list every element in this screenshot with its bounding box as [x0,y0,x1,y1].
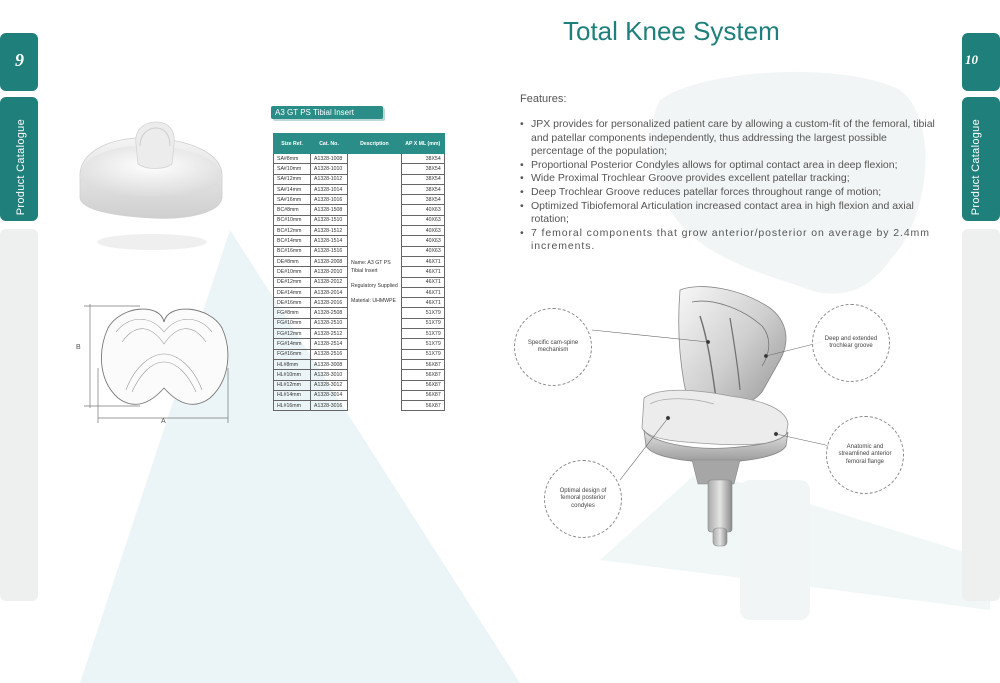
table-cell: BC#14mm [274,236,311,246]
table-cell: 38X54 [401,174,444,184]
feature-text: JPX provides for personalized patient care by allowing a custom-fit of the femoral, tibial and patellar components independently, thus addressing the largest possible percentage of the population; [531,118,935,158]
table-cell: A1328-2012 [311,277,348,287]
list-item: • Wide Proximal Trochlear Groove provides excellent patellar tracking; [520,172,850,185]
table-cell: FG#12mm [274,329,311,339]
column-header: Description [348,134,402,154]
table-cell: 40X63 [401,205,444,215]
table-cell: A1328-3016 [311,401,348,411]
table-cell: 40X63 [401,226,444,236]
table-cell: SA#12mm [274,174,311,184]
table-cell: 38X54 [401,184,444,194]
table-cell: BC#8mm [274,205,311,215]
table-cell: 38X54 [401,164,444,174]
table-cell: A1328-1016 [311,195,348,205]
callout-posterior-condyles [544,460,622,538]
table-cell: 38X54 [401,154,444,164]
table-cell: A1328-1010 [311,164,348,174]
table-cell: A1328-2016 [311,298,348,308]
table-cell: A1328-1012 [311,174,348,184]
table-cell: FG#14mm [274,339,311,349]
table-cell: A1328-3012 [311,380,348,390]
dimension-b-label: B [76,344,81,351]
table-cell: DE#8mm [274,256,311,266]
dimension-a-label: A [161,418,166,425]
description-line: Regulatory Supplied [351,283,398,290]
table-cell: DE#12mm [274,277,311,287]
table-cell: A1328-2514 [311,339,348,349]
table-cell: 51X79 [401,318,444,328]
table-cell: FG#10mm [274,318,311,328]
table-cell: 51X79 [401,329,444,339]
table-cell: A1328-1008 [311,154,348,164]
table-cell: A1328-1516 [311,246,348,256]
table-cell: 40X63 [401,215,444,225]
table-cell: HL#14mm [274,390,311,400]
callout-text: Deep and extended trochlear groove [824,335,878,349]
table-cell: 40X63 [401,236,444,246]
table-cell: A1328-2010 [311,267,348,277]
table-cell: DE#14mm [274,287,311,297]
list-item: • JPX provides for personalized patient care by allowing a custom-fit of the femoral, tibial and patellar components independently, thus addressing the largest possible percentage of the population; [520,118,935,158]
table-cell: DE#10mm [274,267,311,277]
table-cell: A1328-1014 [311,184,348,194]
table-cell: BC#16mm [274,246,311,256]
table-cell: 46X71 [401,256,444,266]
table-cell: A1328-1512 [311,226,348,236]
left-page-number: 9 [15,50,24,70]
table-cell: A1328-3010 [311,370,348,380]
callout-text: Specific cam-spine mechanism [527,339,579,353]
table-cell: SA#10mm [274,164,311,174]
table-cell: HL#10mm [274,370,311,380]
table-cell: A1328-2508 [311,308,348,318]
table-cell: A1328-1508 [311,205,348,215]
table-cell: 46X71 [401,277,444,287]
feature-text: Wide Proximal Trochlear Groove provides excellent patellar tracking; [531,172,850,185]
list-item: • Deep Trochlear Groove reduces patellar forces throughout range of motion; [520,185,882,198]
table-cell: 56X87 [401,370,444,380]
table-cell: HL#12mm [274,380,311,390]
feature-text: 7 femoral components that grow anterior/posterior on average by 2.4mm increments. [531,226,930,253]
table-cell: A1328-1514 [311,236,348,246]
description-line: Name: A3 GT PS [351,260,391,267]
table-cell: 46X71 [401,267,444,277]
page-title: Total Knee System [563,16,780,46]
table-cell: A1328-3014 [311,390,348,400]
table-cell: A1328-3008 [311,359,348,369]
table-cell: A1328-2014 [311,287,348,297]
right-page-number: 10 [965,52,978,67]
table-cell: 40X63 [401,246,444,256]
callout-femoral-flange [826,416,904,494]
table-cell: 38X54 [401,195,444,205]
description-line: Material: UHMWPE [351,298,396,305]
features-label: Features: [520,93,567,105]
list-item: • 7 femoral components that grow anterior/posterior on average by 2.4mm increments. [520,226,930,253]
table-cell: 56X87 [401,401,444,411]
table-cell: HL#16mm [274,401,311,411]
table-cell: A1328-2512 [311,329,348,339]
table-cell: A1328-1510 [311,215,348,225]
table-cell: HL#8mm [274,359,311,369]
left-section-label: Product Catalogue [15,119,27,216]
table-cell: BC#12mm [274,226,311,236]
table-cell: A1328-2008 [311,256,348,266]
table-cell: A1328-2510 [311,318,348,328]
table-cell: SA#14mm [274,184,311,194]
table-cell: SA#8mm [274,154,311,164]
insert-section-label: A3 GT PS Tibial Insert [271,106,383,119]
table-cell: 56X87 [401,359,444,369]
description-line: Tibial Insert [351,268,378,275]
callout-text: Anatomic and streamlined anterior femoral flange [838,443,892,465]
table-cell: A1328-2516 [311,349,348,359]
column-header: Size Ref. [274,134,311,154]
callout-cam-spine [514,308,592,386]
table-cell: 46X71 [401,287,444,297]
table-cell: 51X79 [401,339,444,349]
feature-text: Deep Trochlear Groove reduces patellar forces throughout range of motion; [531,185,882,198]
table-cell: 51X79 [401,308,444,318]
column-header: AP X ML (mm) [401,134,444,154]
table-cell: DE#16mm [274,298,311,308]
table-cell: BC#10mm [274,215,311,225]
right-section-label: Product Catalogue [970,119,982,216]
table-cell: SA#16mm [274,195,311,205]
table-cell: 56X87 [401,390,444,400]
feature-text: Proportional Posterior Condyles allows for optimal contact area in deep flexion; [531,158,898,171]
list-item: • Optimized Tibiofemoral Articulation increased contact area in high flexion and axial rotation; [520,199,914,226]
table-cell: 51X79 [401,349,444,359]
table-cell: 56X87 [401,380,444,390]
callout-text: Optimal design of femoral posterior condyles [559,487,607,509]
list-item: • Proportional Posterior Condyles allows for optimal contact area in deep flexion; [520,158,898,171]
column-header: Cat. No. [311,134,348,154]
callout-trochlear-groove [812,304,890,382]
table-cell: FG#8mm [274,308,311,318]
feature-text: Optimized Tibiofemoral Articulation increased contact area in high flexion and axial rotation; [531,199,914,226]
table-cell: FG#16mm [274,349,311,359]
table-cell: 46X71 [401,298,444,308]
